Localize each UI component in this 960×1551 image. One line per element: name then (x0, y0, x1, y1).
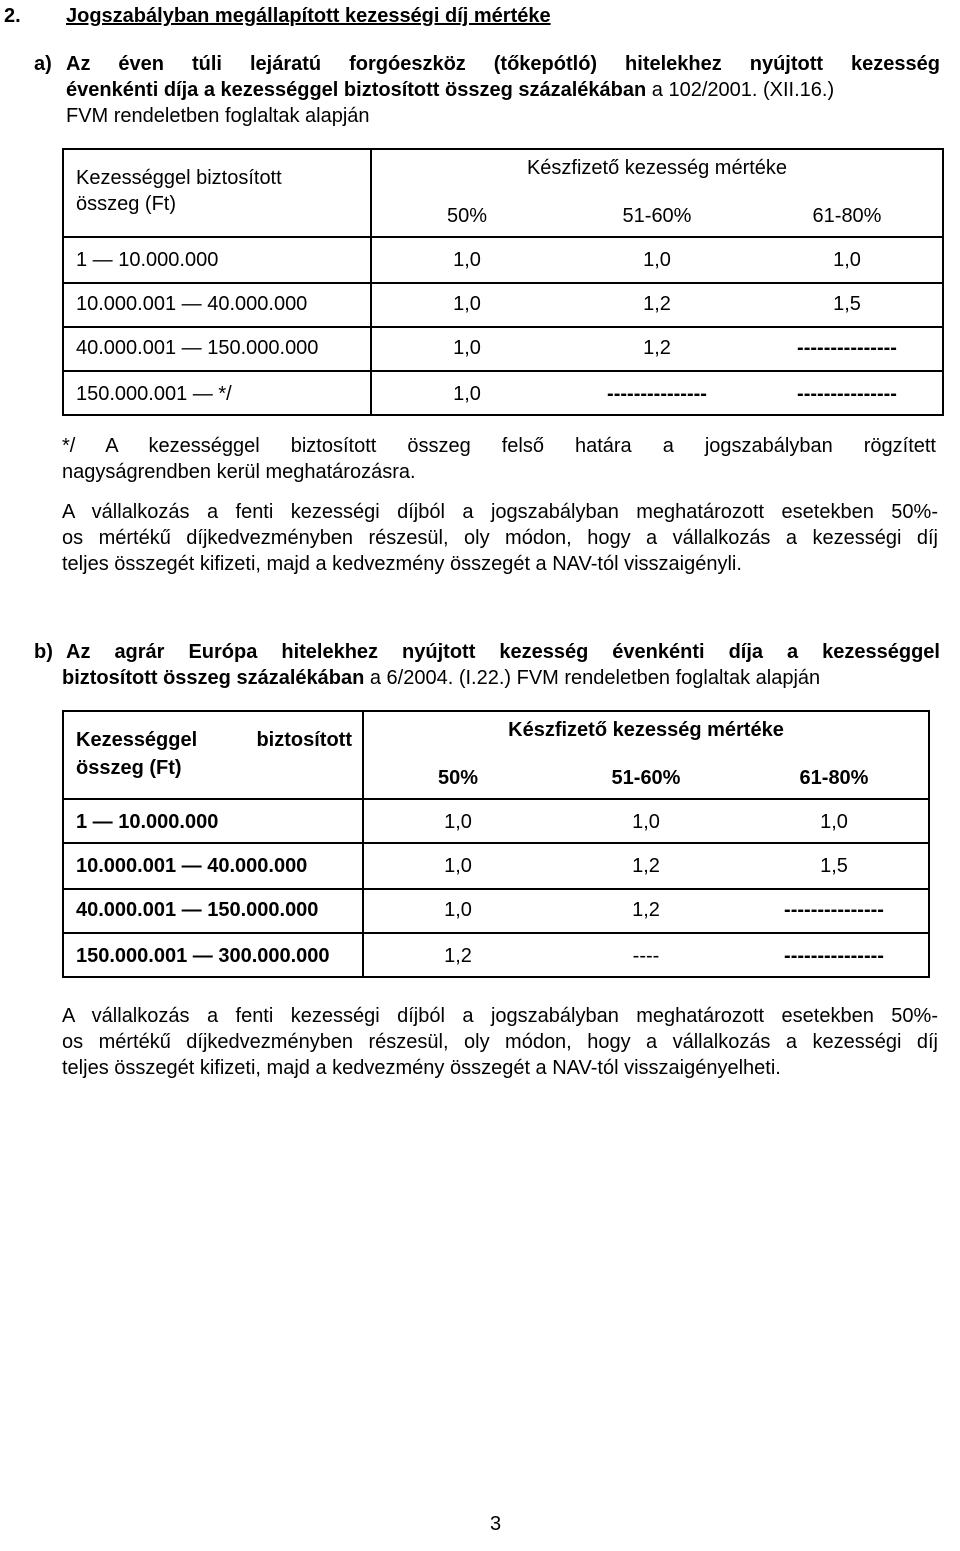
footnote-line2: nagyságrendben kerül meghatározásra. (62, 461, 416, 483)
value-cell: --------------- (784, 945, 884, 967)
range-cell: 1 — 10.000.000 (76, 249, 219, 271)
value-cell: 1,0 (643, 249, 671, 271)
value-cell: --------------- (797, 383, 897, 405)
table-b-header-group: Készfizető kezesség mértéke (508, 719, 784, 741)
item-b-line2 (62, 666, 820, 690)
value-cell: 1,5 (820, 855, 848, 877)
item-b-line2-rest: a 6/2004. (I.22.) FVM rendeletben foglaltak alapján (364, 667, 821, 689)
value-cell: 1,0 (444, 899, 472, 921)
item-a-line3: FVM rendeletben foglaltak alapján (66, 105, 370, 127)
range-cell: 10.000.001 — 40.000.000 (76, 293, 308, 315)
table-a-header-amount-line2: összeg (Ft) (76, 193, 177, 215)
table-b-header-amount-line1: Kezességgel biztosított (76, 729, 352, 751)
value-cell: --------------- (797, 337, 897, 359)
value-cell: --------------- (784, 899, 884, 921)
value-cell: 1,0 (833, 249, 861, 271)
item-a-line1: Az éven túli lejáratú forgóeszköz (tőkepótló) hitelekhez nyújtott kezesség (66, 53, 940, 75)
range-cell: 40.000.001 — 150.000.000 (76, 899, 319, 921)
value-cell: 1,0 (453, 383, 481, 405)
item-a-line2 (66, 78, 834, 102)
value-cell: 1,0 (453, 249, 481, 271)
table-a-header-group: Készfizető kezesség mértéke (526, 157, 788, 179)
item-a-line2-bold: évenkénti díja a kezességgel biztosított összeg százalékában (66, 79, 647, 101)
table-a-col-50: 50% (446, 205, 488, 227)
item-a-line2-rest: a 102/2001. (XII.16.) (646, 79, 835, 101)
value-cell: 1,0 (820, 811, 848, 833)
table-a-col-61-80: 61-80% (812, 205, 882, 227)
paragraph-b-line2: os mértékű díjkedvezményben részesül, oly módon, hogy a vállalkozás a kezességi díj (62, 1031, 938, 1053)
value-cell: --------------- (607, 383, 707, 405)
section-number: 2. (4, 5, 21, 27)
table-b-col-61-80: 61-80% (799, 767, 869, 789)
table-b-header-amount-line2: összeg (Ft) (76, 757, 182, 779)
value-cell: 1,0 (453, 293, 481, 315)
range-cell: 1 — 10.000.000 (76, 811, 219, 833)
value-cell: 1,0 (444, 855, 472, 877)
value-cell: 1,2 (632, 855, 660, 877)
table-b-col-51-60: 51-60% (611, 767, 681, 789)
item-b-line1: Az agrár Európa hitelekhez nyújtott kezesség évenkénti díja a kezességgel (66, 641, 940, 663)
value-cell: 1,0 (444, 811, 472, 833)
range-cell: 40.000.001 — 150.000.000 (76, 337, 319, 359)
value-cell: 1,2 (643, 293, 671, 315)
value-cell: 1,5 (833, 293, 861, 315)
page-number: 3 (490, 1513, 502, 1535)
value-cell: 1,2 (643, 337, 671, 359)
paragraph-a-line3: teljes összegét kifizeti, majd a kedvezmény összegét a NAV-tól visszaigényli. (62, 553, 742, 575)
range-cell: 150.000.001 — 300.000.000 (76, 945, 330, 967)
section-title: Jogszabályban megállapított kezességi díj mértéke (66, 5, 551, 27)
value-cell: 1,0 (453, 337, 481, 359)
paragraph-a-line1: A vállalkozás a fenti kezességi díjból a jogszabályban meghatározott esetekben 50%- (62, 501, 938, 523)
paragraph-a-line2: os mértékű díjkedvezményben részesül, oly módon, hogy a vállalkozás a kezességi díj (62, 527, 938, 549)
paragraph-b-line3: teljes összegét kifizeti, majd a kedvezmény összegét a NAV-tól visszaigényelheti. (62, 1057, 781, 1079)
item-a-label: a) (34, 53, 52, 75)
range-cell: 150.000.001 — */ (76, 383, 232, 405)
table-a-header-amount-line1: Kezességgel biztosított (76, 167, 282, 189)
table-a-col-51-60: 51-60% (622, 205, 692, 227)
value-cell: 1,2 (632, 899, 660, 921)
table-b-col-50: 50% (437, 767, 479, 789)
footnote-line1: */ A kezességgel biztosított összeg felső határa a jogszabályban rögzített (62, 435, 936, 457)
range-cell: 10.000.001 — 40.000.000 (76, 855, 308, 877)
value-cell: 1,2 (444, 945, 472, 967)
item-b-line2-bold: biztosított összeg százalékában (62, 667, 365, 689)
value-cell: ---- (632, 945, 660, 967)
item-b-label: b) (34, 641, 53, 663)
paragraph-b-line1: A vállalkozás a fenti kezességi díjból a jogszabályban meghatározott esetekben 50%- (62, 1005, 938, 1027)
value-cell: 1,0 (632, 811, 660, 833)
